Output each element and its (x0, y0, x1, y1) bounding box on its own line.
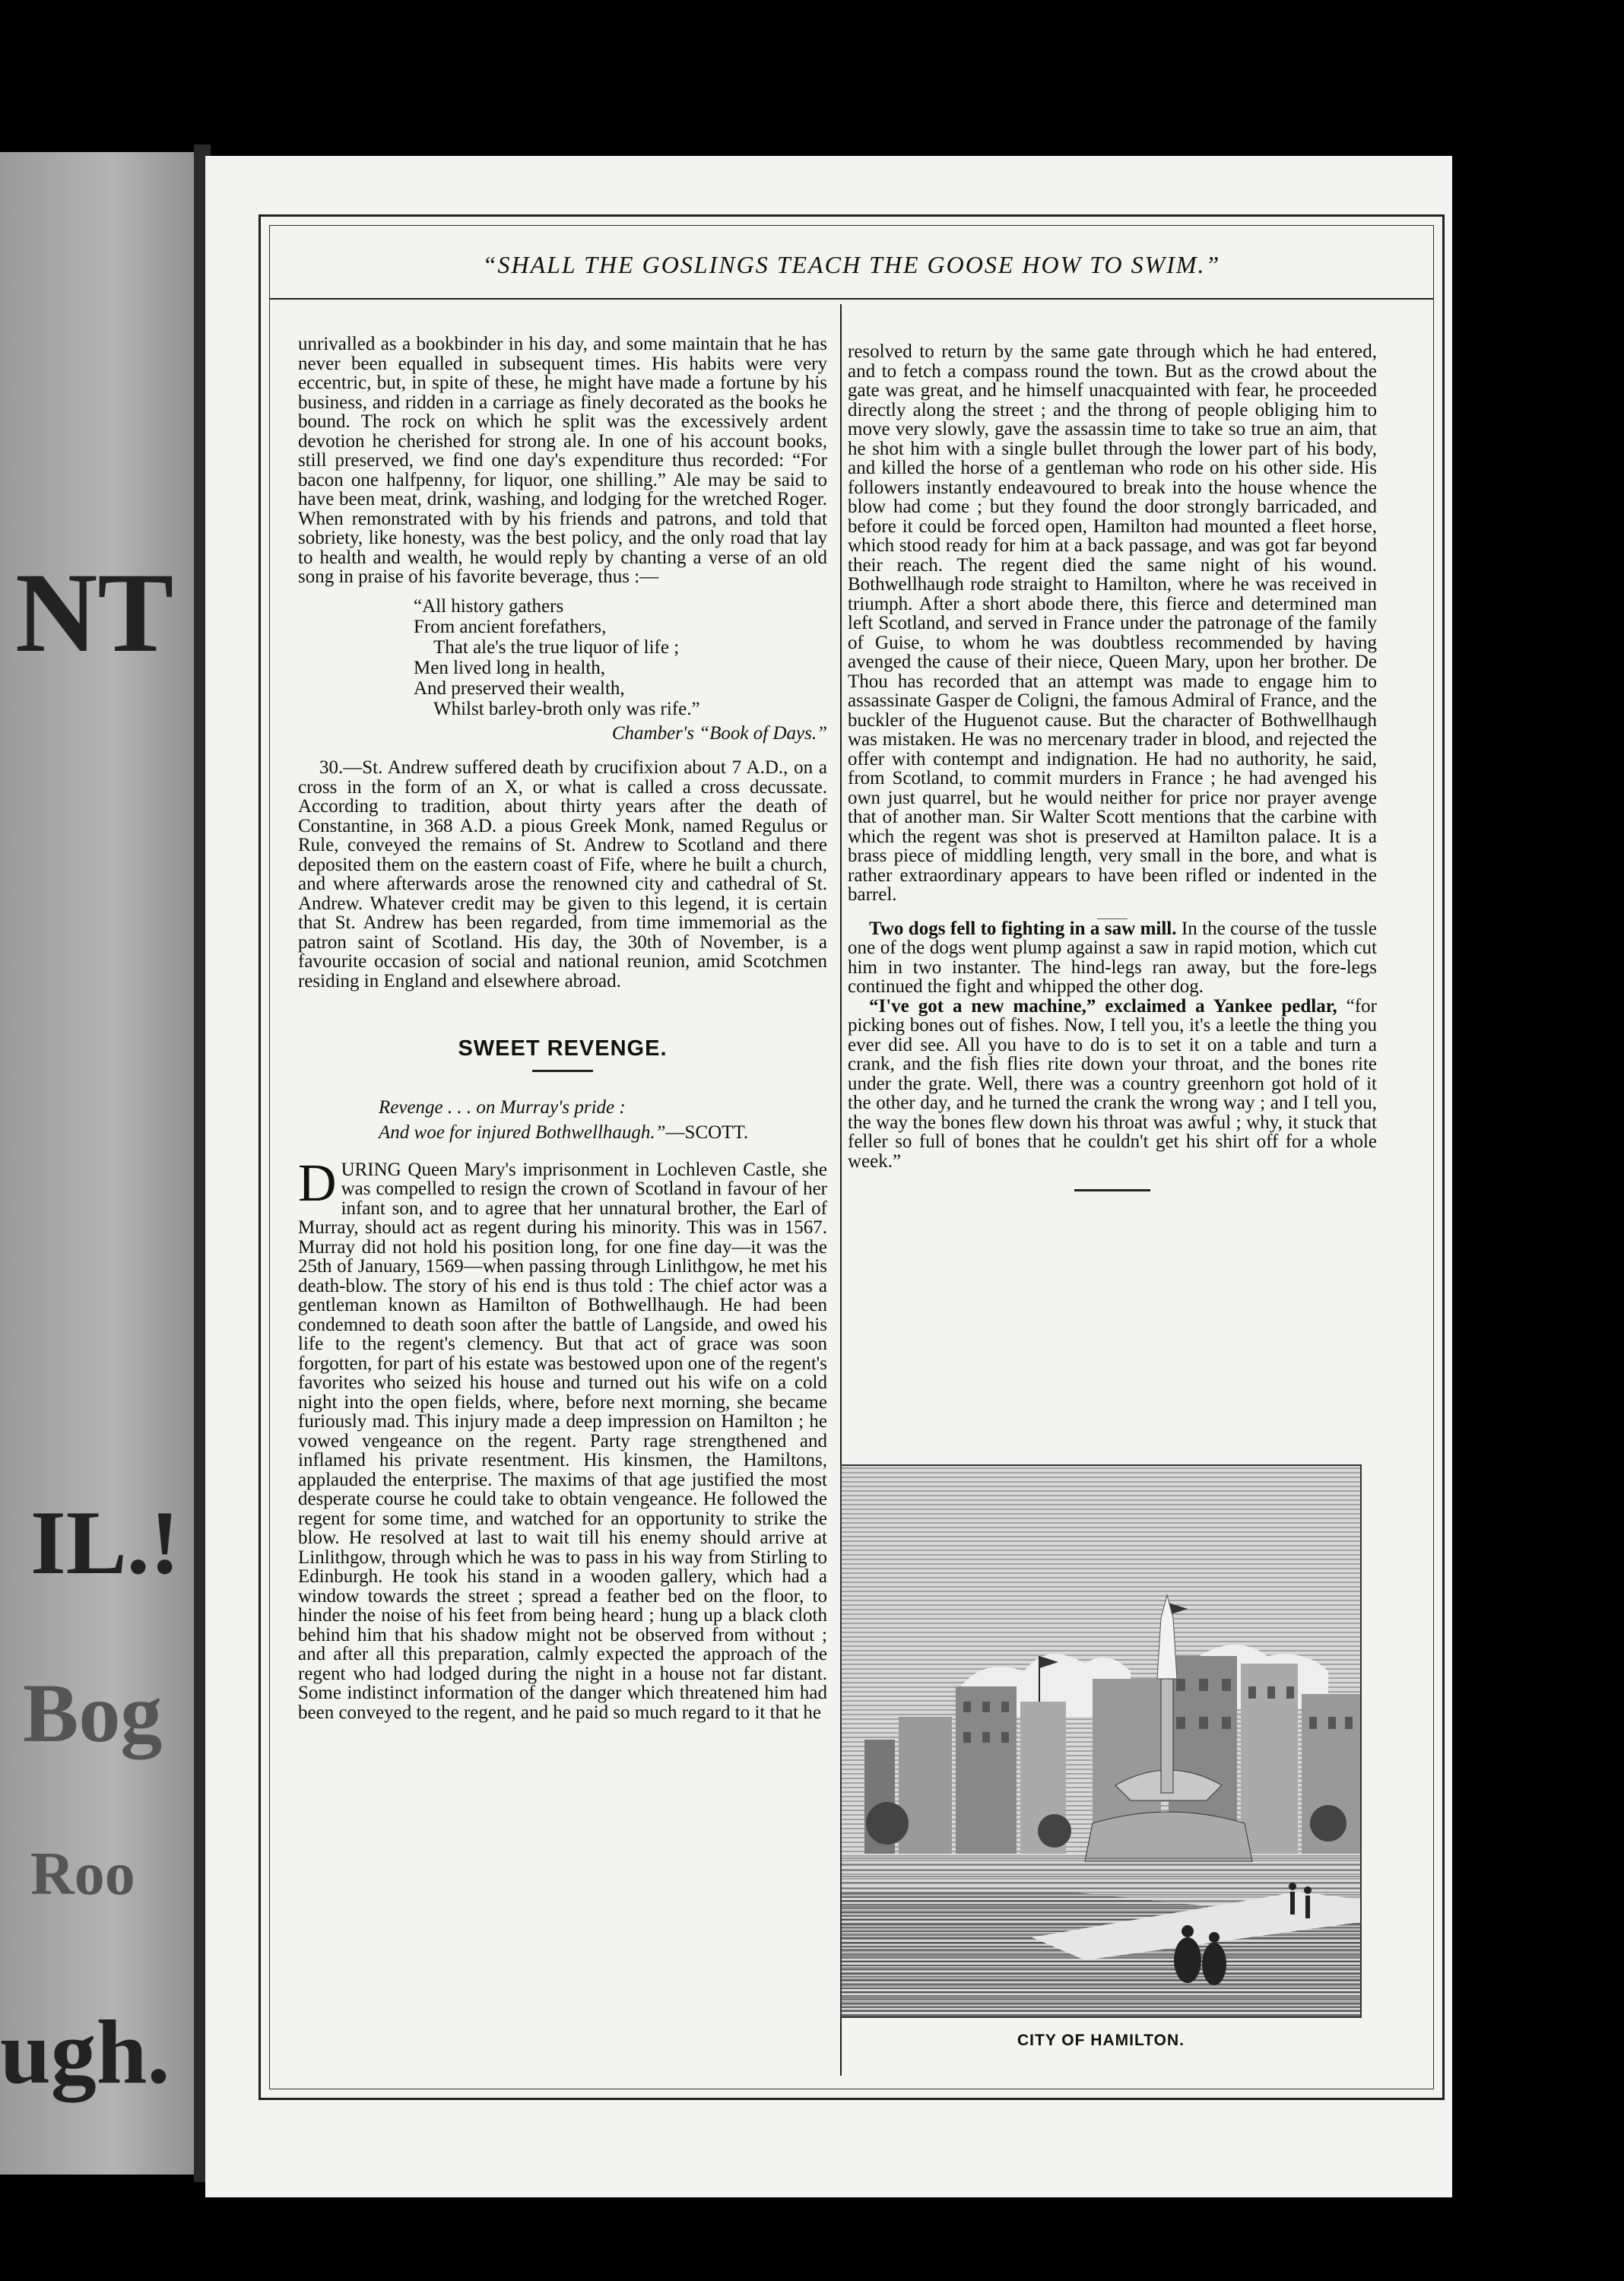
header-rule (269, 298, 1434, 300)
anecdote-item: “I've got a new machine,” exclaimed a Yankee pedlar, “for picking bones out of fishes. Now, I tell you, it's a leetle the thing you ever did see. All you have to do is to set it on a table and turn a crank, and the fish flies rite down your throat, and the bones rite under the grate. Well, there was a country greenhorn got hold of it the other day, and he turned the crank the wrong way ; and I tell you, the way the bones flew down his throat was awful ; why, it stuck that feller so full of bones that he couldn't get his shirt off for a whole week.” (848, 995, 1377, 1172)
verse-attribution: Chamber's “Book of Days.” (611, 722, 827, 744)
verse-line: From ancient forefathers, (414, 616, 607, 637)
engraving-city-of-hamilton (840, 1464, 1362, 2018)
left-page-fragment: Roo (30, 1841, 135, 1908)
illustration-caption: CITY OF HAMILTON. (1017, 2032, 1185, 2049)
left-page-fragment: NT (15, 550, 174, 676)
drop-cap: D (298, 1153, 337, 1213)
verse-line: Men lived long in health, (414, 657, 606, 678)
engraving-image (842, 1466, 1360, 2016)
epigraph-line: Revenge . . . on Murray's pride : (379, 1096, 626, 1118)
paragraph: 30.—St. Andrew suffered death by crucifixion about 7 A.D., on a cross in the form of an X, or what is called a cross decussate. According to tradition, about thirty years after the death of Constantine, in 368 A.D. a pious Greek Monk, named Regulus or Rule, conveyed the remains of St. Andrew to Scotland and there deposited them on the eastern coast of Fife, where he built a church, and where afterwards arose the renowned city and cathedral of St. Andrew. Whatever credit may be given to this legend, it is certain that St. Andrew has been regarded, from time immemorial as the patron saint of Scotland. His day, the 30th of November, is a favourite occasion of social and national reunion, amid Scotchmen residing in England and elsewhere abroad. (298, 757, 827, 991)
left-page-fragment: IL.! (30, 1492, 180, 1593)
paragraph: resolved to return by the same gate through which he had entered, and to fetch a compass round the town. But as the crowd about the gate was great, and he himself unacquainted with fear, he proceeded directly along the street ; and the throng of people obliging him to move very slowly, gave the assassin time to take so true an aim, that he shot him with a single bullet through the lower part of his body, and killed the horse of a gentleman who rode on his other side. His followers instantly endeavoured to break into the house whence the blow had come ; but they found the door strongly barricaded, and before it could be forced open, Hamilton had mounted a fleet horse, which stood ready for him at a back passage, and was got far beyond their reach. The regent died the same night of his wound. Bothwellhaugh rode straight to Hamilton, where he was received in triumph. After a short abode there, this fierce and determined man left Scotland, and served in France under the patronage of the family of Guise, to whom he was doubtless recommended by having avenged the cause of their niece, Queen Mary, upon her brother. De Thou has recorded that an attempt was made to engage him to assassinate Gasper de Coligni, the famous Admiral of France, and the buckler of the Huguenot cause. But the character of Bothwellhaugh was mistaken. He was no mercenary trader in blood, and rejected the offer with contempt and indignation. He had no authority, he said, from Scotland, to commit murders in France ; he had avenged his own just quarrel, but he would neither for price nor prayer avenge that of another man. Sir Walter Scott mentions that the carbine with which the regent was shot is preserved at Hamilton palace. It is a brass piece of middling length, very small in the bore, and what is rather extraordinary appears to have been rifled or indented in the barrel. (848, 341, 1377, 905)
section-title: SWEET REVENGE. (458, 1036, 668, 1061)
epigraph-author: —SCOTT. (665, 1121, 749, 1143)
verse-line: And preserved their wealth, (414, 677, 625, 699)
anecdote-item: Two dogs fell to fighting in a saw mill. In the course of the tussle one of the dogs went plump against a saw in rapid motion, which cut him in two instanter. The hind-legs ran away, but the fore-legs continued the fight and whipped the other dog. (848, 918, 1377, 997)
epigraph-line: And woe for injured Bothwellhaugh.”—SCOTT. (379, 1121, 749, 1143)
separator-rule (1074, 1189, 1150, 1191)
left-page-fragment: ugh. (0, 2001, 170, 2102)
running-head: “SHALL THE GOSLINGS TEACH THE GOOSE HOW TO SWIM.” (482, 251, 1221, 278)
song-verse (414, 596, 827, 719)
verse-line: That ale's the true liquor of life ; (433, 636, 680, 658)
title-rule (532, 1070, 593, 1072)
left-column (298, 335, 827, 1722)
paragraph: unrivalled as a bookbinder in his day, and some maintain that he has never been equalled in subsequent times. His habits were very eccentric, but, in spite of these, he might have made a fortune by his business, and ridden in a carriage as finely decorated as the books he bound. The rock on which he split was the excessively ardent devotion he cherished for strong ale. In one of his account books, still preserved, we find one day's expenditure thus recorded: “For bacon one halfpenny, for liquor, one shilling.” Ale may be said to have been meat, drink, washing, and lodging for the wretched Roger. When remonstrated with by his friends and patrons, and told that sobriety, like honesty, was the best policy, and the only road that lay to health and wealth, he would reply by chanting a verse of an old song in praise of his favorite beverage, thus :— (298, 334, 827, 587)
right-column (848, 342, 1377, 1191)
verse-line: Whilst barley-broth only was rife.” (433, 698, 700, 719)
epigraph (379, 1095, 827, 1145)
paragraph: DURING Queen Mary's imprisonment in Lochleven Castle, she was compelled to resign the crown of Scotland in favour of her infant son, and to agree that her unnatural brother, the Earl of Murray, should act as regent during his minority. This was in 1567. Murray did not hold his position long, for one fine day—it was the 25th of January, 1569—when passing through Linlithgow, he met his death-blow. The story of his end is thus told : The chief actor was a gentleman known as Hamilton of Bothwellhaugh. He had been condemned to death soon after the battle of Langside, and owed his life to the regent's clemency. But that act of grace was soon forgotten, for part of his estate was bestowed upon one of the regent's favorites who seized his house and turned out his wife on a cold night into the open fields, where, before next morning, she became furiously mad. This injury made a deep impression on Hamilton ; he vowed vengeance on the regent. Party rage strengthened and inflamed his private resentment. His kinsmen, the Hamiltons, applauded the enterprise. The maxims of that age justified the most desperate course he could take to obtain vengeance. He followed the regent for some time, and watched for an opportunity to strike the blow. He resolved at last to wait till his enemy should arrive at Linlithgow, through which he was to pass in his way from Stirling to Edinburgh. He took his stand in a wooden gallery, which had a window towards the street ; spread a feather bed on the floor, to hinder the noise of his feet from being heard ; hung up a black cloth behind him that his shadow might not be observed from without ; and after all this preparation, calmly expected the approach of the regent who had lodged during the night in a house not far distant. Some indistinct information of the danger which threatened him had been conveyed to the regent, and he paid so much regard to it that he (298, 1153, 827, 1723)
left-page-fragment: Bog (23, 1667, 163, 1759)
adjacent-page-edge (0, 152, 204, 2175)
verse-line: “All history gathers (414, 595, 564, 617)
